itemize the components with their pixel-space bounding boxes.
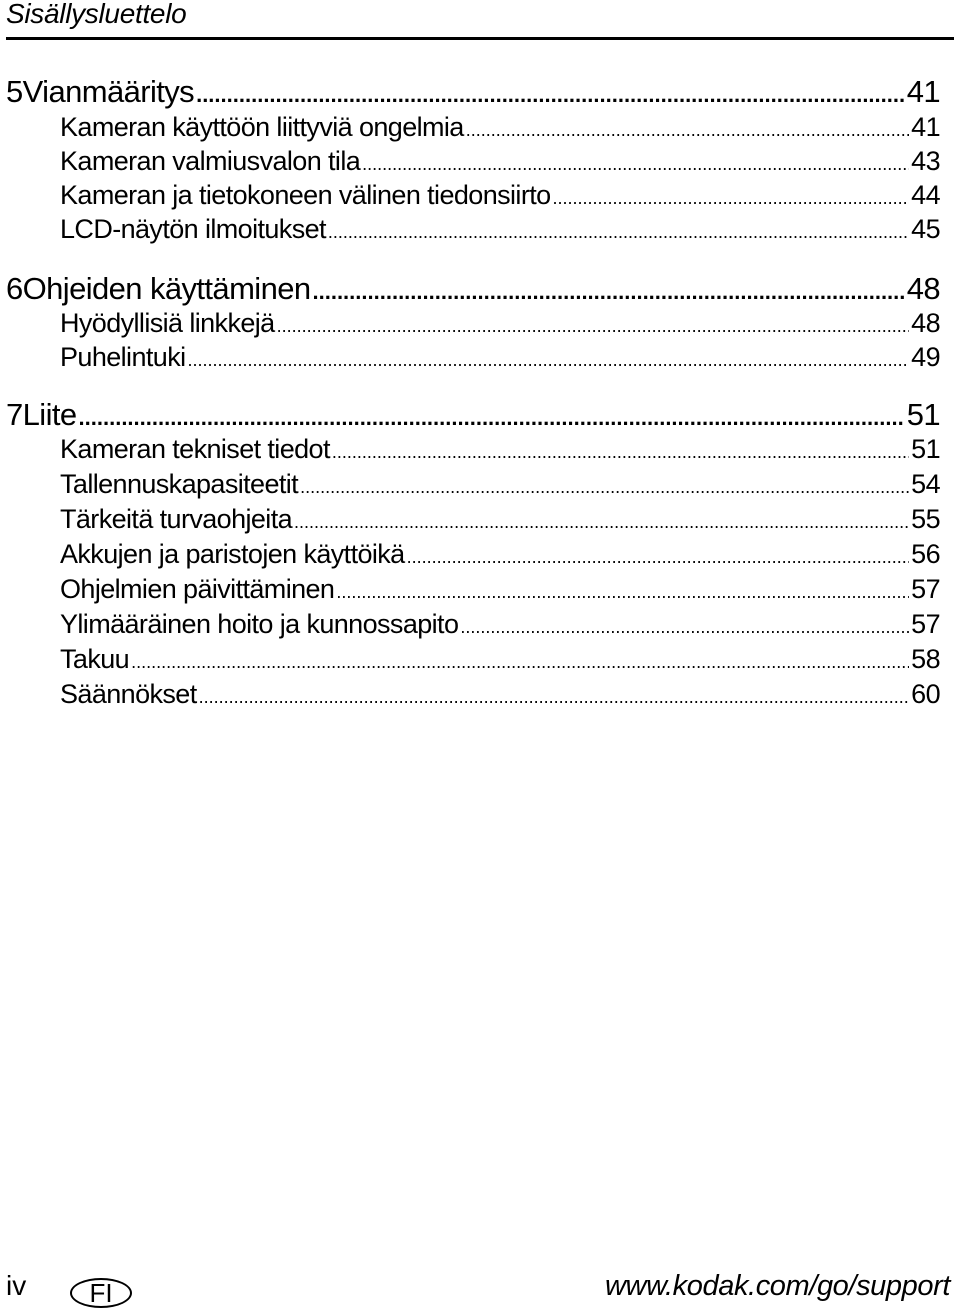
toc-chapter[interactable] (6, 397, 940, 433)
language-badge-label: FI (89, 1277, 113, 1308)
toc-label: LCD-näytön ilmoitukset (60, 214, 326, 244)
toc-page-number: 57 (911, 574, 940, 604)
dot-leader (336, 582, 909, 603)
toc-page-number: 48 (906, 271, 940, 306)
toc-label: Tallennuskapasiteetit (60, 469, 299, 499)
toc-section[interactable] (60, 434, 940, 465)
toc-label: Vianmääritys (22, 74, 195, 109)
chapter-number: 7 (6, 397, 23, 432)
toc-label: Säännökset (60, 679, 197, 709)
dot-leader (362, 154, 909, 175)
toc-page-number: 56 (911, 539, 940, 569)
toc-label: Takuu (60, 644, 130, 674)
dot-leader (196, 82, 905, 108)
toc-label: Kameran tekniset tiedot (60, 434, 330, 464)
toc-page-number: 58 (911, 644, 940, 674)
dot-leader (79, 405, 905, 431)
toc-label: Akkujen ja paristojen käyttöikä (60, 539, 405, 569)
support-url[interactable]: www.kodak.com/go/support (604, 1270, 950, 1302)
toc-section[interactable] (60, 574, 940, 605)
dot-leader (332, 442, 909, 463)
dot-leader (199, 687, 910, 708)
dot-leader (328, 222, 909, 243)
toc-label: Hyödyllisiä linkkejä (60, 308, 275, 338)
toc-page-number: 48 (911, 308, 940, 338)
toc-section[interactable] (60, 539, 940, 570)
toc-page-number: 60 (911, 679, 940, 709)
toc-label: Kameran valmiusvalon tila (60, 146, 361, 176)
toc-section[interactable] (60, 342, 940, 373)
dot-leader (553, 188, 910, 209)
toc-page-number: 49 (911, 342, 940, 372)
dot-leader (466, 120, 909, 141)
toc-label: Ylimääräinen hoito ja kunnossapito (60, 609, 459, 639)
page-title: Sisällysluettelo (6, 0, 187, 29)
toc-chapter[interactable] (6, 74, 940, 110)
toc-section[interactable] (60, 214, 940, 245)
toc-page-number: 45 (911, 214, 940, 244)
toc-label: Kameran ja tietokoneen välinen tiedonsiirto (60, 180, 551, 210)
toc-label: Kameran käyttöön liittyviä ongelmia (60, 112, 464, 142)
toc-page-number: 44 (911, 180, 940, 210)
dot-leader (131, 652, 909, 673)
language-badge (70, 1278, 132, 1308)
dot-leader (300, 477, 909, 498)
header-rule (6, 37, 954, 40)
toc-section[interactable] (60, 504, 940, 535)
toc-section[interactable] (60, 679, 940, 710)
toc-page-number: 43 (911, 146, 940, 176)
dot-leader (407, 547, 910, 568)
dot-leader (188, 350, 910, 371)
chapter-number: 6 (6, 271, 23, 306)
dot-leader (313, 279, 905, 305)
toc-section[interactable] (60, 609, 940, 640)
toc-page-number: 51 (906, 397, 940, 432)
dot-leader (460, 617, 909, 638)
toc-section[interactable] (60, 146, 940, 177)
toc-label: Tärkeitä turvaohjeita (60, 504, 293, 534)
toc-page-number: 41 (911, 112, 940, 142)
chapter-number: 5 (6, 74, 23, 109)
toc-label: Liite (22, 397, 77, 432)
toc-label: Puhelintuki (60, 342, 186, 372)
toc-section[interactable] (60, 180, 940, 211)
toc-section[interactable] (60, 308, 940, 339)
toc-page-number: 41 (906, 74, 940, 109)
toc-section[interactable] (60, 112, 940, 143)
toc-page-number: 51 (911, 434, 940, 464)
toc-page-number: 55 (911, 504, 940, 534)
toc-section[interactable] (60, 644, 940, 675)
toc-page-number: 57 (911, 609, 940, 639)
toc-page-number: 54 (911, 469, 940, 499)
dot-leader (277, 316, 910, 337)
footer-page-number: iv (6, 1270, 27, 1301)
toc-label: Ohjeiden käyttäminen (22, 271, 311, 306)
toc-label: Ohjelmien päivittäminen (60, 574, 335, 604)
toc-section[interactable] (60, 469, 940, 500)
toc-chapter[interactable] (6, 271, 940, 307)
dot-leader (294, 512, 909, 533)
